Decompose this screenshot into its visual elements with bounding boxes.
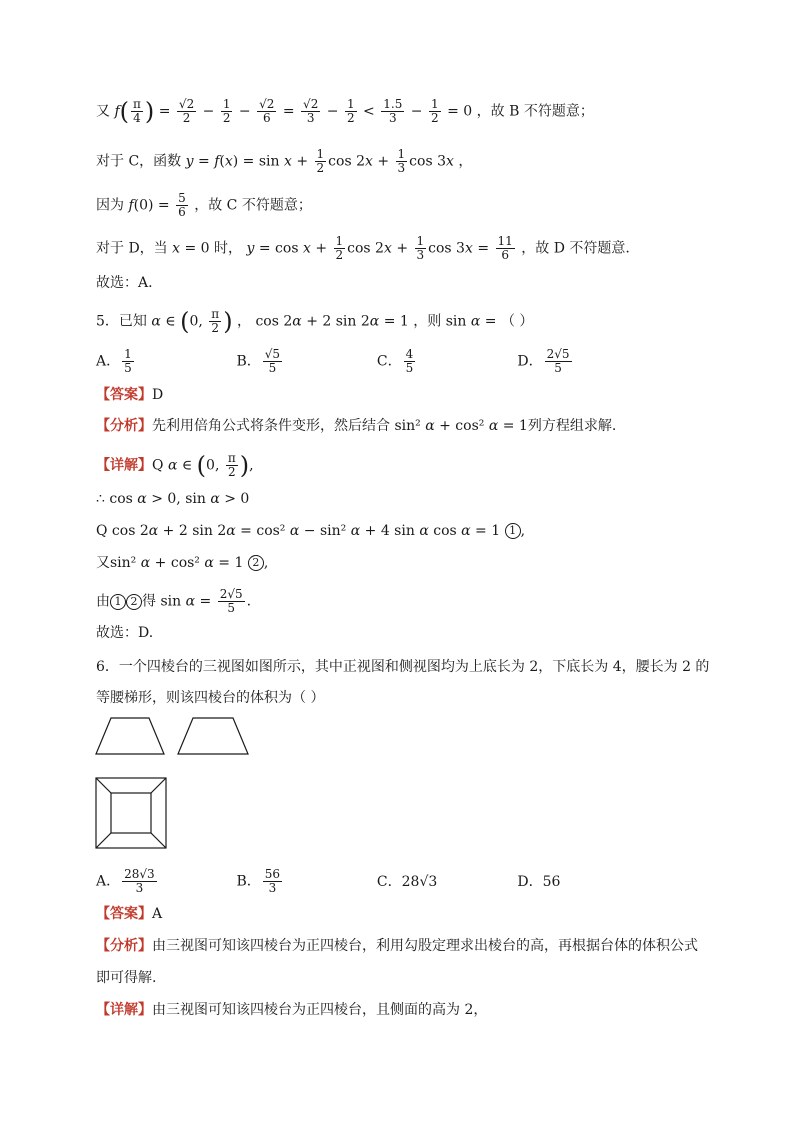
q6-answer: 【答案】A: [96, 906, 163, 922]
top-view-inner-square: [111, 793, 151, 833]
line-f-0: 因为 f(0) = $\frac{5}{6}$ ，故 C 不符题意；: [96, 191, 312, 219]
q6-option-c[interactable]: C．28√3: [376, 873, 438, 890]
q5-choose: 故选：D.: [96, 625, 154, 641]
q5-analysis: 【分析】先利用倍角公式将条件变形，然后结合 sin² α + cos² α = 1列方程组求解.: [96, 418, 617, 434]
line-option-c: 对于 C，函数 y = f(x) = sin x + $\frac{1}{2}$ cos 2x + $\frac{1}{3}$ cos 3x ，: [96, 147, 473, 175]
side-view-trapezoid: [178, 718, 248, 754]
q6-stem-line2: 等腰梯形，则该四棱台的体积为（ ）: [96, 690, 325, 706]
q5-options: [96, 348, 653, 375]
line-f-pi-4: 又 f( $\frac{\pi}{4}$ ) = $\frac{√2}{2}$ − $\frac{1}{2}$ − $\frac{√2}{6}$ = $\frac{√2}{3}$ − $\frac{1}{2}$ < $\frac{1.5}{3}$ − $\frac{1}{2}$ = 0 ，故 B 不符题意；: [96, 97, 594, 126]
line-choose-a: 故选：A.: [96, 275, 153, 291]
line-option-d: 对于 D，当 x = 0 时， y = cos x + $\frac{1}{2}$ cos 2x + $\frac{1}{3}$ cos 3x = $\frac{11}{6}$ ，故 D 不符题意.: [96, 234, 630, 262]
q5-detail: 【详解】Q α ∈ (0, $\frac{\pi}{2}$ ),: [96, 451, 254, 480]
q5-option-b[interactable]: B． $\frac{√5}{5}$: [236, 347, 281, 375]
q6-detail: 【详解】由三视图可知该四棱台为正四棱台，且侧面的高为 2，: [96, 1002, 488, 1018]
q5-stem: 5．已知 α ∈ (0, $\frac{\pi}{2}$ ) ， cos 2α + 2 sin 2α = 1 ，则 sin α = （ ）: [96, 307, 534, 336]
q6-stem-line1: 6．一个四棱台的三视图如图所示，其中正视图和侧视图均为上底长为 2，下底长为 4，腰长为 2 的: [96, 659, 710, 675]
top-view: [94, 776, 168, 850]
q5-option-c[interactable]: C． $\frac{4}{5}$: [376, 347, 414, 375]
q6-option-d[interactable]: D．56: [517, 873, 561, 890]
front-side-views: [94, 716, 254, 758]
q5-option-a[interactable]: A． $\frac{1}{5}$: [96, 347, 132, 375]
q6-options: [96, 868, 653, 895]
q6-option-a[interactable]: A． $\frac{28√3}{3}$: [96, 867, 155, 895]
q5-answer: 【答案】D: [96, 387, 164, 403]
q5-detail-3: Q cos 2α + 2 sin 2α = cos² α − sin² α + 4 sin α cos α = 1 1 ,: [96, 523, 526, 539]
q5-detail-5: 由 1 2 得 sin α = $\frac{2√5}{5}$ .: [96, 587, 252, 615]
q5-option-d[interactable]: D． $\frac{2√5}{5}$: [517, 347, 570, 375]
q6-analysis-2: 即可得解.: [96, 970, 157, 986]
q5-detail-2: ∴ cos α > 0, sin α > 0: [96, 491, 250, 507]
q6-analysis: 【分析】由三视图可知该四棱台为正四棱台，利用勾股定理求出棱台的高，再根据台体的体积公式: [96, 938, 698, 954]
front-view-trapezoid: [96, 718, 164, 754]
q6-option-b[interactable]: B． $\frac{56}{3}$: [236, 867, 281, 895]
q5-detail-4: 又sin² α + cos² α = 1 2 ,: [96, 555, 269, 571]
